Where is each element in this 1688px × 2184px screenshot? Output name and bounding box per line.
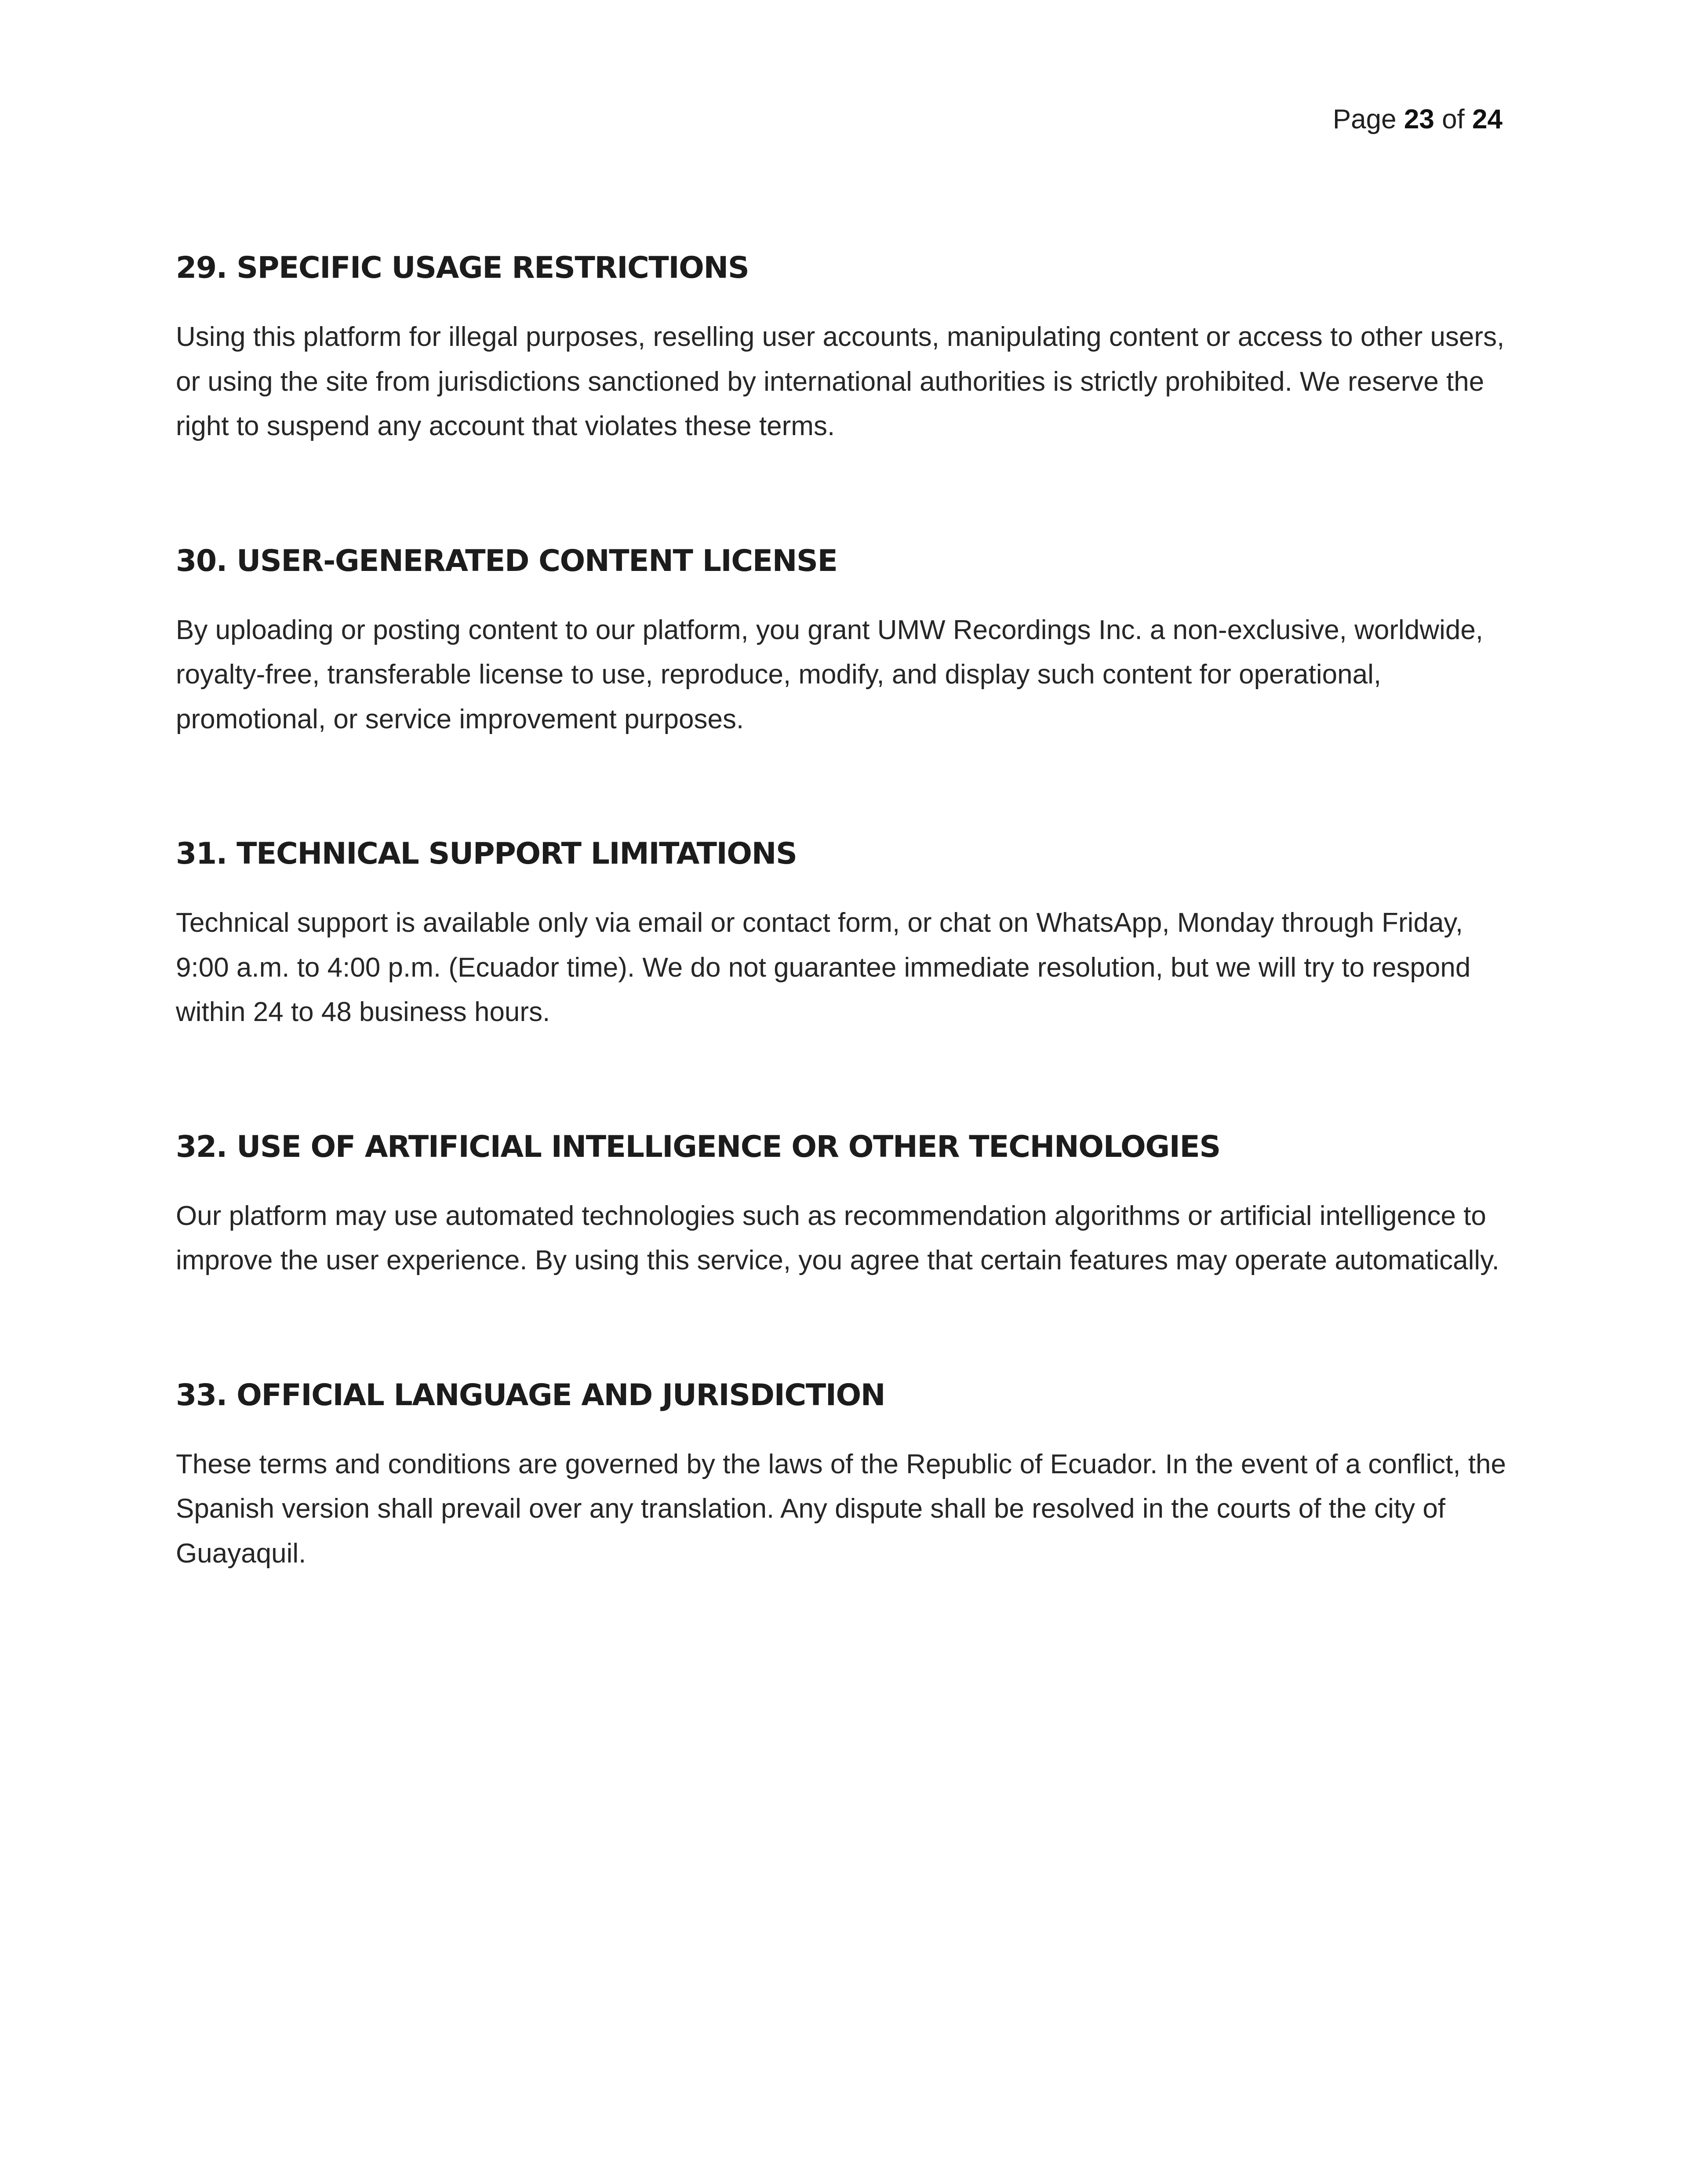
page-label: Page [1332,104,1397,134]
page-number-indicator [1333,102,1502,137]
current-page-number: 23 [1404,104,1434,134]
section-heading: 32. USE OF ARTIFICIAL INTELLIGENCE OR OTHER TECHNOLOGIES [176,1129,1220,1164]
section-31 [176,832,1512,1035]
section-body: Our platform may use automated technologies such as recommendation algorithms or artificial intelligence to improve the user experience. By using this service, you agree that certain features may operate automatically. [176,1200,1499,1276]
section-heading: 30. USER-GENERATED CONTENT LICENSE [176,543,837,578]
section-heading: 31. TECHNICAL SUPPORT LIMITATIONS [176,836,797,871]
section-30 [176,539,1512,742]
section-29 [176,246,1512,449]
section-32 [176,1125,1512,1283]
page-of-label: of [1442,104,1465,134]
section-heading: 33. OFFICIAL LANGUAGE AND JURISDICTION [176,1377,885,1413]
section-body: Using this platform for illegal purposes, reselling user accounts, manipulating content or access to other users, or using the site from jurisdictions sanctioned by international authorities is strictly prohibited. We reserve the right to suspend any account that violates these terms. [176,322,1505,441]
section-body: By uploading or posting content to our platform, you grant UMW Recordings Inc. a non-exclusive, worldwide, royalty-free, transferable license to use, reproduce, modify, and display such content for operational, promotional, or service improvement purposes. [176,614,1484,734]
total-page-count: 24 [1472,104,1502,134]
section-heading: 29. SPECIFIC USAGE RESTRICTIONS [176,251,749,285]
section-33 [176,1374,1512,1576]
section-body: These terms and conditions are governed by the laws of the Republic of Ecuador. In the event of a conflict, the Spanish version shall prevail over any translation. Any dispute shall be resolved in the courts of the city of Guayaquil. [176,1449,1506,1569]
document-content [176,246,1512,1666]
section-body: Technical support is available only via email or contact form, or chat on WhatsApp, Monday through Friday, 9:00 a.m. to 4:00 p.m. (Ecuador time). We do not guarantee immediate resolution, but we will try to respond within 24 to 48 business hours. [176,908,1471,1027]
